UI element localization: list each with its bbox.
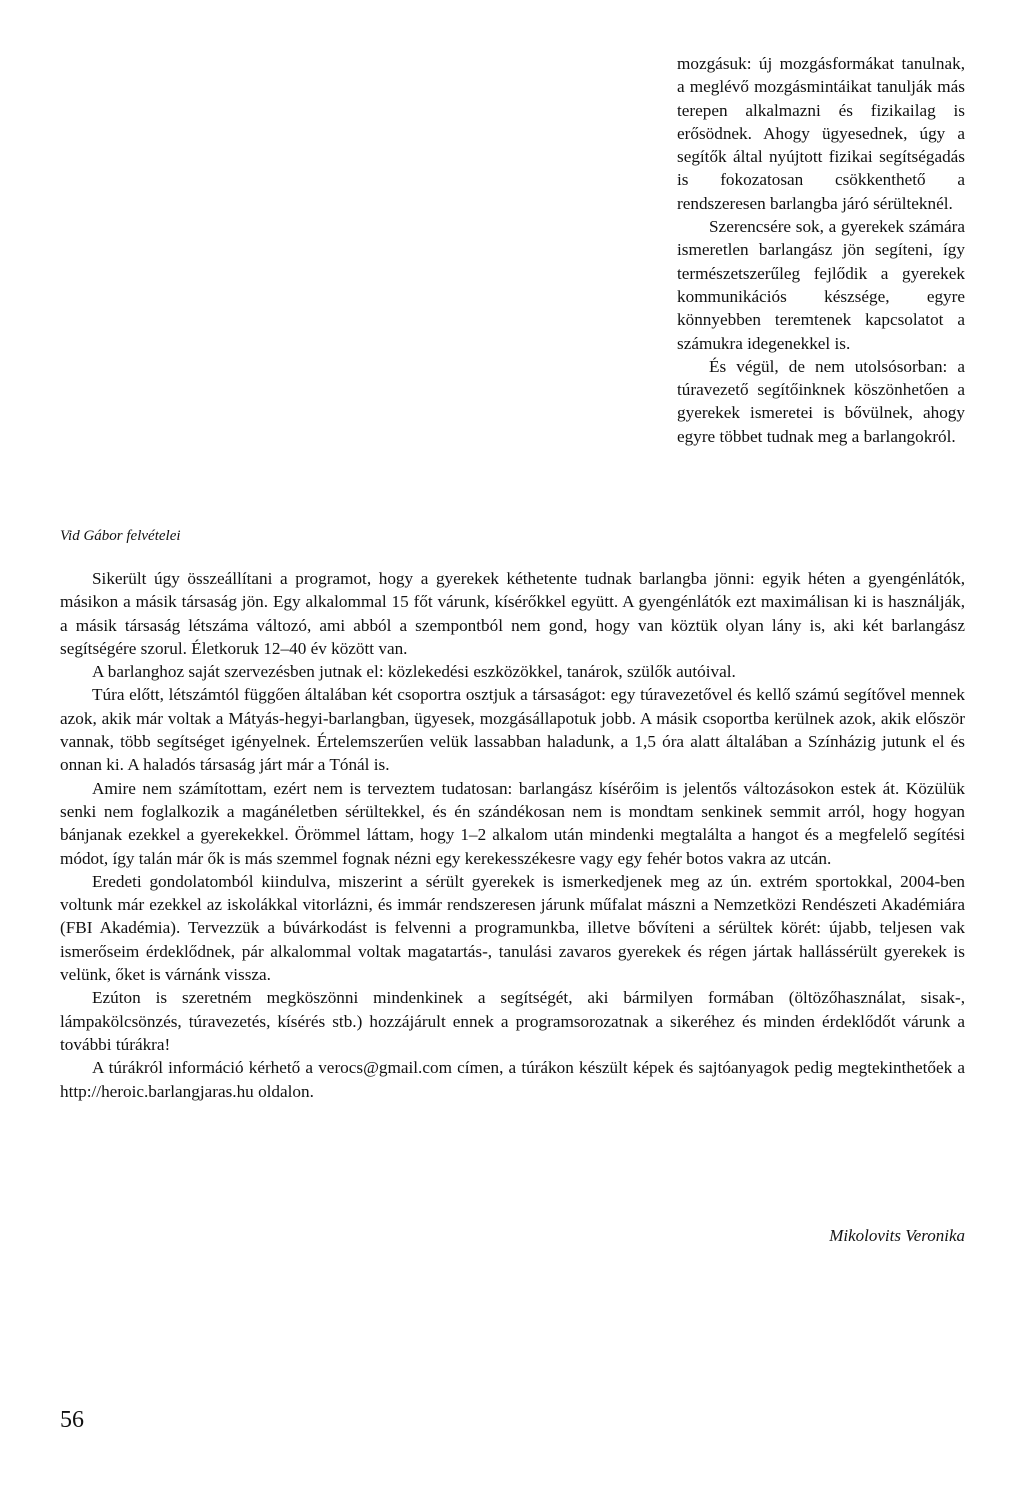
photo-caption: Vid Gábor felvételei [60,528,181,544]
body-paragraph: Amire nem számítottam, ezért nem is terveztem tudatosan: barlangász kísérőim is jelentős változásokon estek át. Közülük senki nem foglalkozik a magánéletben sérültekkel, és én szándékosan nem is mondtam senkinek semmit arról, hogy hogyan bánjanak ezekkel a gyerekekkel. Örömmel láttam, hogy 1–2 alkalom után mindenki megtalálta a hangot és a megfelelő segítési módot, így talán már ők is más szemmel fognak nézni egy kerekesszékesre vagy egy fehér botos vakra az utcán. [60,778,965,868]
right-column-text [677,52,965,448]
author-signature: Mikolovits Veronika [829,1226,965,1245]
page-number: 56 [60,1407,84,1433]
right-column-paragraph: És végül, de nem utolsósorban: a túravezető segítőinknek köszönhetően a gyerekek ismeretei is bővülnek, ahogy egyre többet tudnak meg a barlangokról. [677,356,965,446]
body-paragraph: Eredeti gondolatomból kiindulva, miszerint a sérült gyerekek is ismerkedjenek meg az ún. extrém sportokkal, 2004-ben voltunk már ezekkel az iskolákkal vitorlázni, és immár rendszeresen járunk műfalat mászni a Nemzetközi Rendészeti Akadémiára (FBI Akadémia). Tervezzük a búvárkodást is felvenni a programunkba, illetve bővíteni a sérültek körét: újabb, teljesen vak ismerőseim érdeklődnek, pár alkalommal voltak magatartás-, tanulási zavaros gyerekek és régen jártak hallássérült gyerekek is velünk, őket is várnánk vissza. [60,871,965,985]
right-column-paragraph: mozgásuk: új mozgásformákat tanulnak, a meglévő mozgásmintáikat tanulják más terepen alkalmazni és fizikailag is erősödnek. Ahogy ügyesednek, úgy a segítők által nyújtott fizikai segítségadás is fokozatosan csökkenthető a rendszeresen barlangba járó sérülteknél. [677,54,965,213]
body-paragraph: Ezúton is szeretném megköszönni mindenkinek a segítségét, aki bármilyen formában (öltözőhasználat, sisak-, lámpakölcsönzés, túravezetés, kísérés stb.) hozzájárult ennek a programsorozatnak a sikeréhez és minden érdeklődőt várunk a további túrákra! [60,988,965,1054]
right-column-paragraph: Szerencsére sok, a gyerekek számára ismeretlen barlangász jön segíteni, így természetszerűleg fejlődik a gyerekek kommunikációs készsége, egyre könnyebben teremtenek kapcsolatot a számukra idegenekkel is. [677,217,965,353]
body-paragraph: A barlanghoz saját szervezésben jutnak el: közlekedési eszközökkel, tanárok, szülők autóival. [92,662,736,682]
body-paragraph: Sikerült úgy összeállítani a programot, hogy a gyerekek kéthetente tudnak barlangba jönni: egyik héten a gyengénlátók, másikon a másik társaság jön. Egy alkalommal 15 főt várunk, kísérőkkel együtt. A gyengénlátók ezt maximálisan ki is használják, a másik társaság létszáma változó, ami abból a szempontból nem gond, hogy van köztük olyan lány is, aki két barlangász segítségére szorul. Életkoruk 12–40 év között van. [60,569,965,658]
body-paragraph: Túra előtt, létszámtól függően általában két csoportra osztjuk a társaságot: egy túravezetővel és kellő számú segítővel mennek azok, akik már voltak a Mátyás-hegyi-barlangban, ügyesek, mozgásállapotuk jobb. A másik csoportba kerülnek azok, akik először vannak, több segítséget igényelnek. Értelemszerűen velük lassabban haladunk, a 1,5 óra alatt általában a Színházig jutunk el és onnan ki. A haladós társaság járt már a Tónál is. [60,685,965,775]
body-paragraph: A túrákról információ kérhető a verocs@gmail.com címen, a túrákon készült képek és sajtóanyagok pedig megtekinthetőek a http://heroic.barlangjaras.hu oldalon. [60,1058,965,1101]
article-body [60,567,965,1103]
